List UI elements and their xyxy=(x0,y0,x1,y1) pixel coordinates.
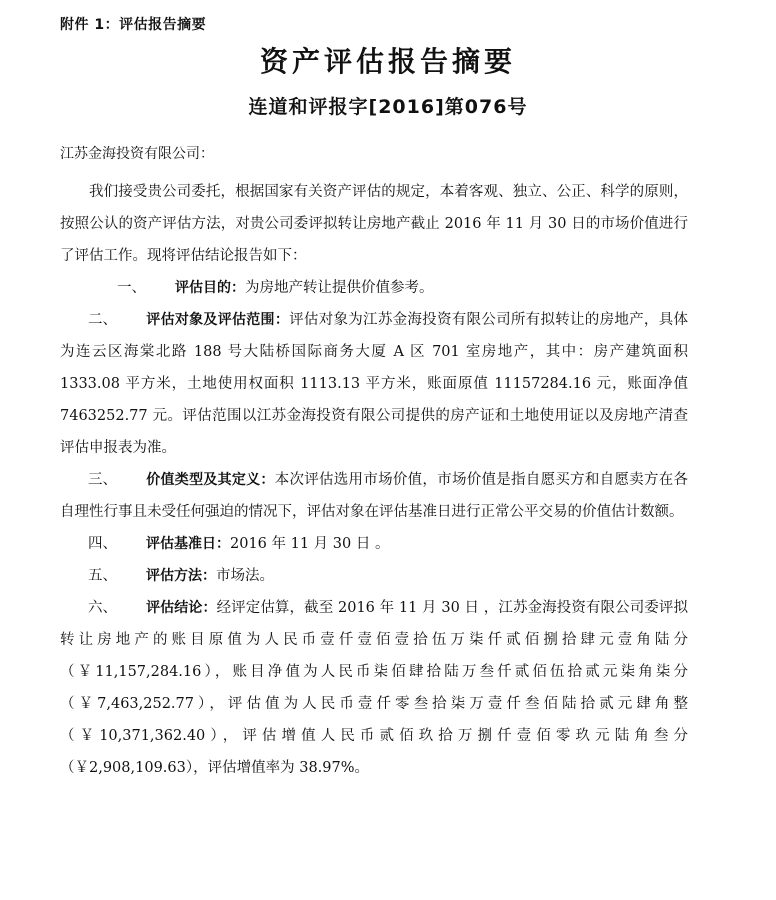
section-scope xyxy=(60,304,688,464)
section-text: 评估对象为江苏金海投资有限公司所有拟转让的房地产，具体为连云区海棠北路 188 号大陆桥国际商务大厦 A 区 701 室房地产，其中：房产建筑面积 1333.08 平方米，土地使用权面积 1113.13 平方米，账面原值 11157284.16 元，账面净值 7463252.77 元。评估范围以江苏金海投资有限公司提供的房产证和土地使用证以及房地产清查评估申报表为准。 xyxy=(60,312,689,456)
section-number: 三、 xyxy=(88,472,117,488)
section-text: 市场法。 xyxy=(216,568,274,584)
section-number: 二、 xyxy=(88,312,117,328)
document-title: 资产评估报告摘要 xyxy=(259,45,516,78)
section-number: 四、 xyxy=(88,536,117,552)
section-base-date xyxy=(60,528,688,560)
section-heading: 评估目的： xyxy=(175,280,245,296)
intro-paragraph: 我们接受贵公司委托，根据国家有关资产评估的规定，本着客观、独立、公正、科学的原则，按照公认的资产评估方法，对贵公司委评拟转让房地产截止 2016 年 11 月 30 日的市场价值进行了评估工作。现将评估结论报告如下： xyxy=(60,184,688,264)
section-number: 一、 xyxy=(117,280,146,296)
section-text: 经评定估算，截至 2016 年 11 月 30 日 ，江苏金海投资有限公司委评拟转让房地产的账目原值为人民币壹仟壹佰壹拾伍万柒仟贰佰捌拾肆元壹角陆分（￥11,157,284.16），账目净值为人民币柒佰肆拾陆万叁仟贰佰伍拾贰元柒角柒分（￥7,463,252.77），评估值为人民币壹仟零叁拾柒万壹仟叁佰陆拾贰元肆角整（￥10,371,362.40），评估增值人民币贰佰玖拾万捌仟壹佰零玖元陆角叁分（￥2,908,109.63），评估增值率为 38.97%。 xyxy=(60,600,688,776)
section-value-type xyxy=(60,464,688,528)
section-heading: 评估对象及评估范围： xyxy=(146,312,290,328)
section-number: 六、 xyxy=(88,600,117,616)
section-purpose xyxy=(60,272,688,304)
section-text: 本次评估选用市场价值，市场价值是指自愿买方和自愿卖方在各自理性行事且未受任何强迫的情况下，评估对象在评估基准日进行正常公平交易的价值估计数额。 xyxy=(60,472,688,520)
section-number: 五、 xyxy=(88,568,117,584)
section-text: 为房地产转让提供价值参考。 xyxy=(245,280,434,296)
section-conclusion xyxy=(60,592,688,784)
addressee: 江苏金海投资有限公司： xyxy=(60,146,214,162)
attachment-label: 附件 1：评估报告摘要 xyxy=(60,17,207,33)
section-heading: 价值类型及其定义： xyxy=(146,472,275,488)
section-method xyxy=(60,560,688,592)
section-heading: 评估结论： xyxy=(146,600,217,616)
section-heading: 评估基准日： xyxy=(146,536,230,552)
document-number: 连道和评报字[2016]第076号 xyxy=(248,96,528,118)
section-heading: 评估方法： xyxy=(146,568,216,584)
report-body xyxy=(60,176,688,784)
section-text: 2016 年 11 月 30 日 。 xyxy=(230,536,390,552)
